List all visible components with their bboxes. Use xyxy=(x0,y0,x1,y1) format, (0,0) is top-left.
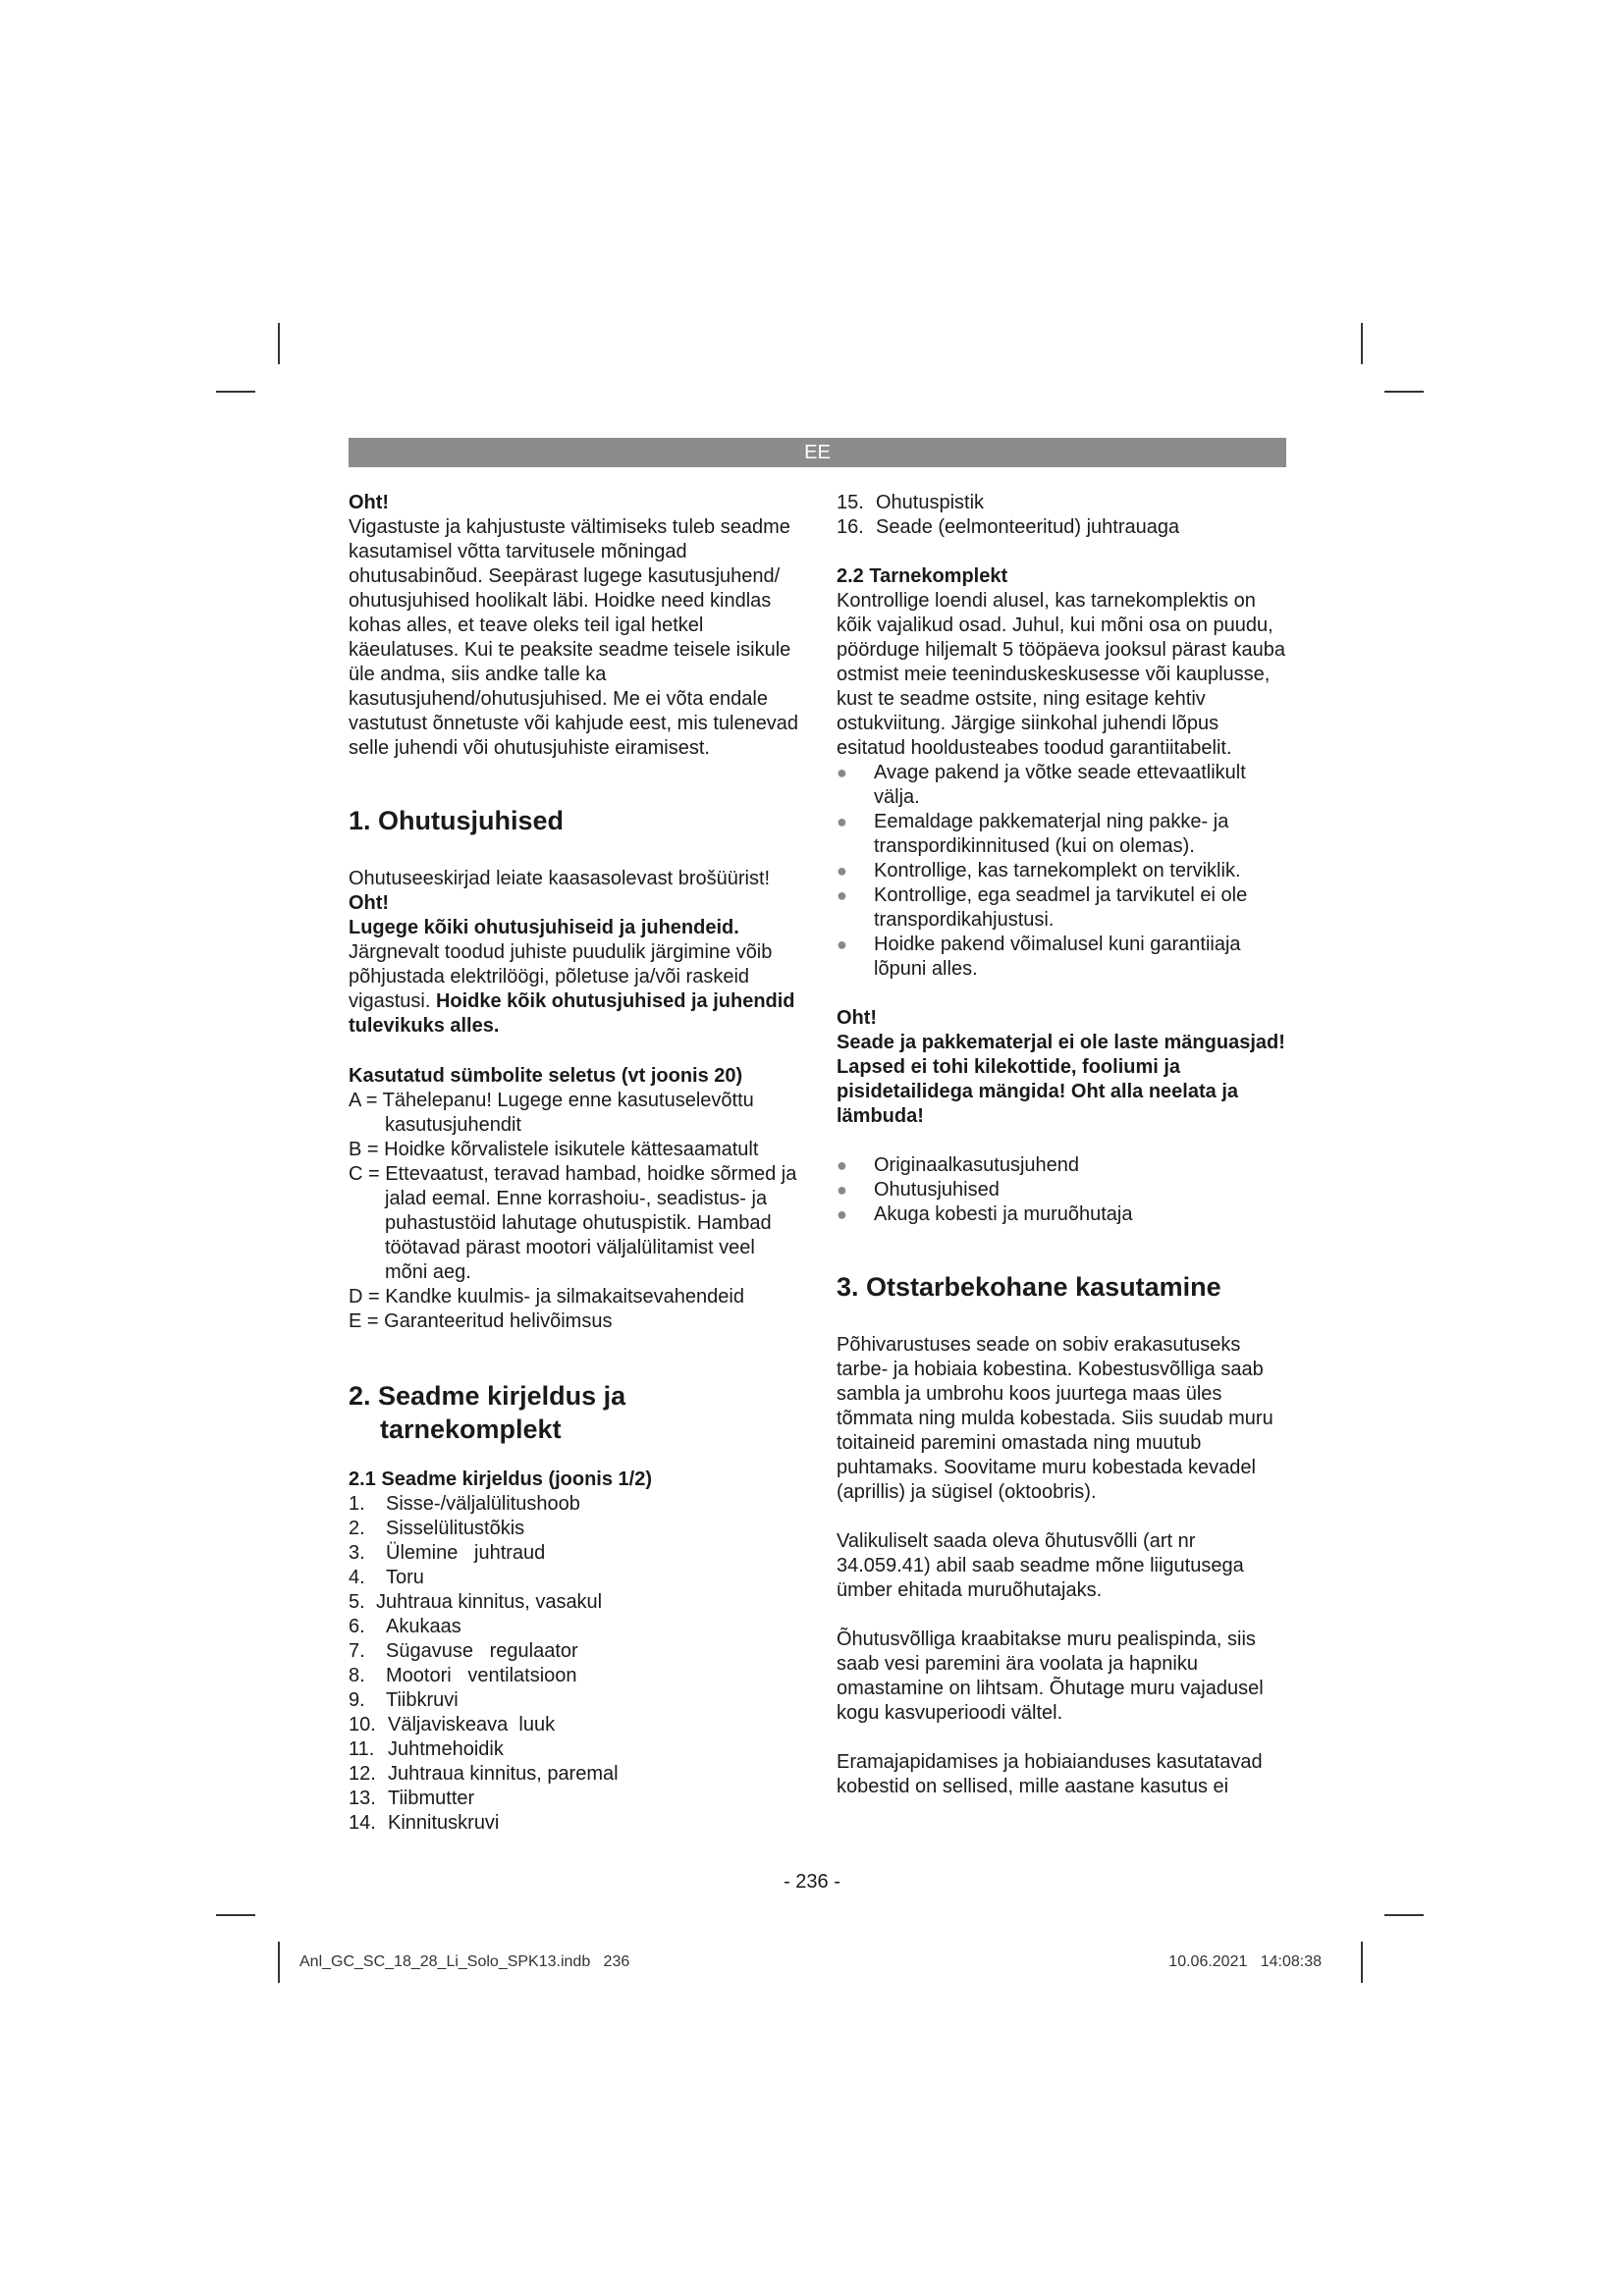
section-1-text-plain: Järgnevalt toodud juhiste puudulik järgimine võib põhjustada elektrilöögi, põletuse ja/või raskeid vigastusi. xyxy=(349,941,773,1012)
section-1-text xyxy=(349,940,802,1039)
parts-list-continued xyxy=(837,491,1290,540)
crop-mark-bottom-left-vertical xyxy=(278,1942,280,1983)
list-item: 13. Tiibmutter xyxy=(349,1788,475,1809)
list-item: ● Avage pakend ja võtke seade ettevaatlikult välja. xyxy=(837,762,1246,808)
crop-mark-top-right-horizontal xyxy=(1384,391,1424,393)
list-item: 9. Tiibkruvi xyxy=(349,1689,459,1711)
section-2-heading-line-2: tarnekomplekt xyxy=(380,1415,562,1444)
bullet-icon: ● xyxy=(837,861,847,881)
list-item: ● Akuga kobesti ja muruõhutaja xyxy=(837,1203,1133,1225)
list-item: 1. Sisse-/väljalülitushoob xyxy=(349,1493,580,1515)
list-item: 15. Ohutuspistik xyxy=(837,492,985,513)
list-item: ● Hoidke pakend võimalusel kuni garantiiaja lõpuni alles. xyxy=(837,934,1241,980)
list-item: 10. Väljaviskeava luuk xyxy=(349,1714,556,1735)
bullet-icon: ● xyxy=(837,1204,847,1224)
section-1-text-bold: Hoidke kõik ohutusjuhised ja juhendid tulevikuks alles. xyxy=(349,990,795,1037)
list-item: 4. Toru xyxy=(349,1567,424,1588)
delivery-contents-list xyxy=(837,1153,1290,1227)
crop-mark-top-left-vertical xyxy=(278,323,280,364)
symbol-item-c: C = Ettevaatust, teravad hambad, hoidke sõrmed ja jalad eemal. Enne korrashoiu-, seadistus- ja puhastustöid lahutage ohutuspistik. Hambad töötavad pärast mootori väljalülitamist veel mõni aeg. xyxy=(349,1163,797,1283)
list-item: ● Eemaldage pakkematerjal ning pakke- ja transpordikinnitused (kui on olemas). xyxy=(837,811,1229,857)
symbols-heading: Kasutatud sümbolite seletus (vt joonis 20) xyxy=(349,1065,743,1087)
section-2-1-heading: 2.1 Seadme kirjeldus (joonis 1/2) xyxy=(349,1468,653,1490)
parts-list xyxy=(349,1492,802,1836)
section-1-warning: Oht! xyxy=(349,892,390,914)
section-3-paragraph-2: Valikuliselt saada oleva õhutusvõlli (art nr 34.059.41) abil saab seadme mõne liigutusega ümber ehitada muruõhutajaks. xyxy=(837,1530,1244,1601)
crop-mark-bottom-left-horizontal xyxy=(216,1914,255,1916)
bullet-icon: ● xyxy=(837,1180,847,1200)
section-2-heading-line-1: 2. Seadme kirjeldus ja xyxy=(349,1381,626,1411)
crop-mark-top-right-vertical xyxy=(1361,323,1363,364)
list-item: 12. Juhtraua kinnitus, paremal xyxy=(349,1763,619,1785)
list-item: 8. Mootori ventilatsioon xyxy=(349,1665,577,1686)
list-item: 7. Sügavuse regulaator xyxy=(349,1640,578,1662)
section-3-heading: 3. Otstarbekohane kasutamine xyxy=(837,1272,1221,1302)
section-1-intro: Ohutuseeskirjad leiate kaasasolevast brošüürist! xyxy=(349,868,771,889)
right-column xyxy=(837,491,1290,1799)
list-item: ● Originaalkasutusjuhend xyxy=(837,1154,1080,1176)
warning-title: Oht! xyxy=(349,492,390,513)
section-3-paragraph-1: Põhivarustuses seade on sobiv erakasutuseks tarbe- ja hobiaia kobestina. Kobestusvõlliga saab sambla ja umbrohu koos juurtega maas üles tõmmata ning mulda kobestada. Siis suudab muru toitaineid paremini omastada ning muutub puhtamaks. Soovitame muru kobestada kevadel (aprillis) ja sügisel (oktoobris). xyxy=(837,1334,1273,1503)
list-item: 5. Juhtraua kinnitus, vasakul xyxy=(349,1591,603,1613)
list-item: 2. Sisselülitustõkis xyxy=(349,1518,525,1539)
list-item: 3. Ülemine juhtraud xyxy=(349,1542,546,1564)
symbol-item-a: A = Tähelepanu! Lugege enne kasutuselevõttu kasutusjuhendit xyxy=(349,1090,754,1136)
footer-datetime: 10.06.2021 14:08:38 xyxy=(1168,1953,1322,1970)
symbol-item-d: D = Kandke kuulmis- ja silmakaitsevahendeid xyxy=(349,1286,744,1308)
list-item: ● Kontrollige, ega seadmel ja tarvikutel ei ole transpordikahjustusi. xyxy=(837,884,1248,931)
bullet-icon: ● xyxy=(837,763,847,782)
warning-text: Vigastuste ja kahjustuste vältimiseks tuleb seadme kasutamisel võtta tarvitusele mõningad ohutusabinõud. Seepärast lugege kasutusjuhend/ ohutusjuhised hoolikalt läbi. Hoidke need kindlas kohas alles, et teave oleks teil igal hetkel käeulatuses. Kui te peaksite seadme teisele isikule üle andma, siis andke talle ka kasutusjuhend/ohutusjuhised. Me ei võta endale vastutust õnnetuste või kahjude eest, mis tulenevad selle juhendi või ohutusjuhiste eiramisest. xyxy=(349,516,799,759)
section-2-2-heading: 2.2 Tarnekomplekt xyxy=(837,565,1008,587)
unpacking-steps-list xyxy=(837,761,1290,982)
list-item: 11. Juhtmehoidik xyxy=(349,1738,504,1760)
list-item: 16. Seade (eelmonteeritud) juhtrauaga xyxy=(837,516,1180,538)
crop-mark-bottom-right-horizontal xyxy=(1384,1914,1424,1916)
section-1-heading: 1. Ohutusjuhised xyxy=(349,806,565,835)
footer-file-name: Anl_GC_SC_18_28_Li_Solo_SPK13.indb 236 xyxy=(299,1953,630,1970)
list-item: 14. Kinnituskruvi xyxy=(349,1812,500,1834)
bullet-icon: ● xyxy=(837,1155,847,1175)
section-1-bold-instruction: Lugege kõiki ohutusjuhiseid ja juhendeid. xyxy=(349,917,739,938)
bullet-icon: ● xyxy=(837,885,847,905)
crop-mark-bottom-right-vertical xyxy=(1361,1942,1363,1983)
section-2-2-text: Kontrollige loendi alusel, kas tarnekomplektis on kõik vajalikud osad. Juhul, kui mõni osa on puudu, pöörduge hiljemalt 5 tööpäeva jooksul pärast kauba ostmist meie teeninduskeskusesse või kauplusse, kust te seadme ostsite, ning esitage kehtiv ostukviitung. Järgige siinkohal juhendi lõpus esitatud hooldusteabes toodud garantiitabelit. xyxy=(837,590,1285,759)
warning-2-title: Oht! xyxy=(837,1007,878,1029)
page-number: - 236 - xyxy=(784,1871,840,1893)
bullet-icon: ● xyxy=(837,934,847,954)
list-item: ● Ohutusjuhised xyxy=(837,1179,1000,1201)
bullet-icon: ● xyxy=(837,812,847,831)
list-item: 6. Akukaas xyxy=(349,1616,461,1637)
language-code: EE xyxy=(804,442,831,463)
list-item: ● Kontrollige, kas tarnekomplekt on terviklik. xyxy=(837,860,1241,881)
left-column xyxy=(349,491,802,1836)
symbols-list xyxy=(349,1089,802,1334)
symbol-item-e: E = Garanteeritud helivõimsus xyxy=(349,1310,613,1332)
symbol-item-b: B = Hoidke kõrvalistele isikutele kättesaamatult xyxy=(349,1139,759,1160)
language-header-bar xyxy=(349,438,1286,467)
section-3-paragraph-4: Eramajapidamises ja hobiaianduses kasutatavad kobestid on sellised, mille aastane kasutus ei xyxy=(837,1751,1263,1797)
crop-mark-top-left-horizontal xyxy=(216,391,255,393)
warning-2-text: Seade ja pakkematerjal ei ole laste mänguasjad! Lapsed ei tohi kilekottide, fooliumi ja pisidetailidega mängida! Oht alla neelata ja lämbuda! xyxy=(837,1032,1285,1127)
section-3-paragraph-3: Õhutusvõlliga kraabitakse muru pealispinda, siis saab vesi paremini ära voolata ja hapniku omastamine on lihtsam. Õhutage muru vajadusel kogu kasvuperioodi vältel. xyxy=(837,1629,1264,1724)
